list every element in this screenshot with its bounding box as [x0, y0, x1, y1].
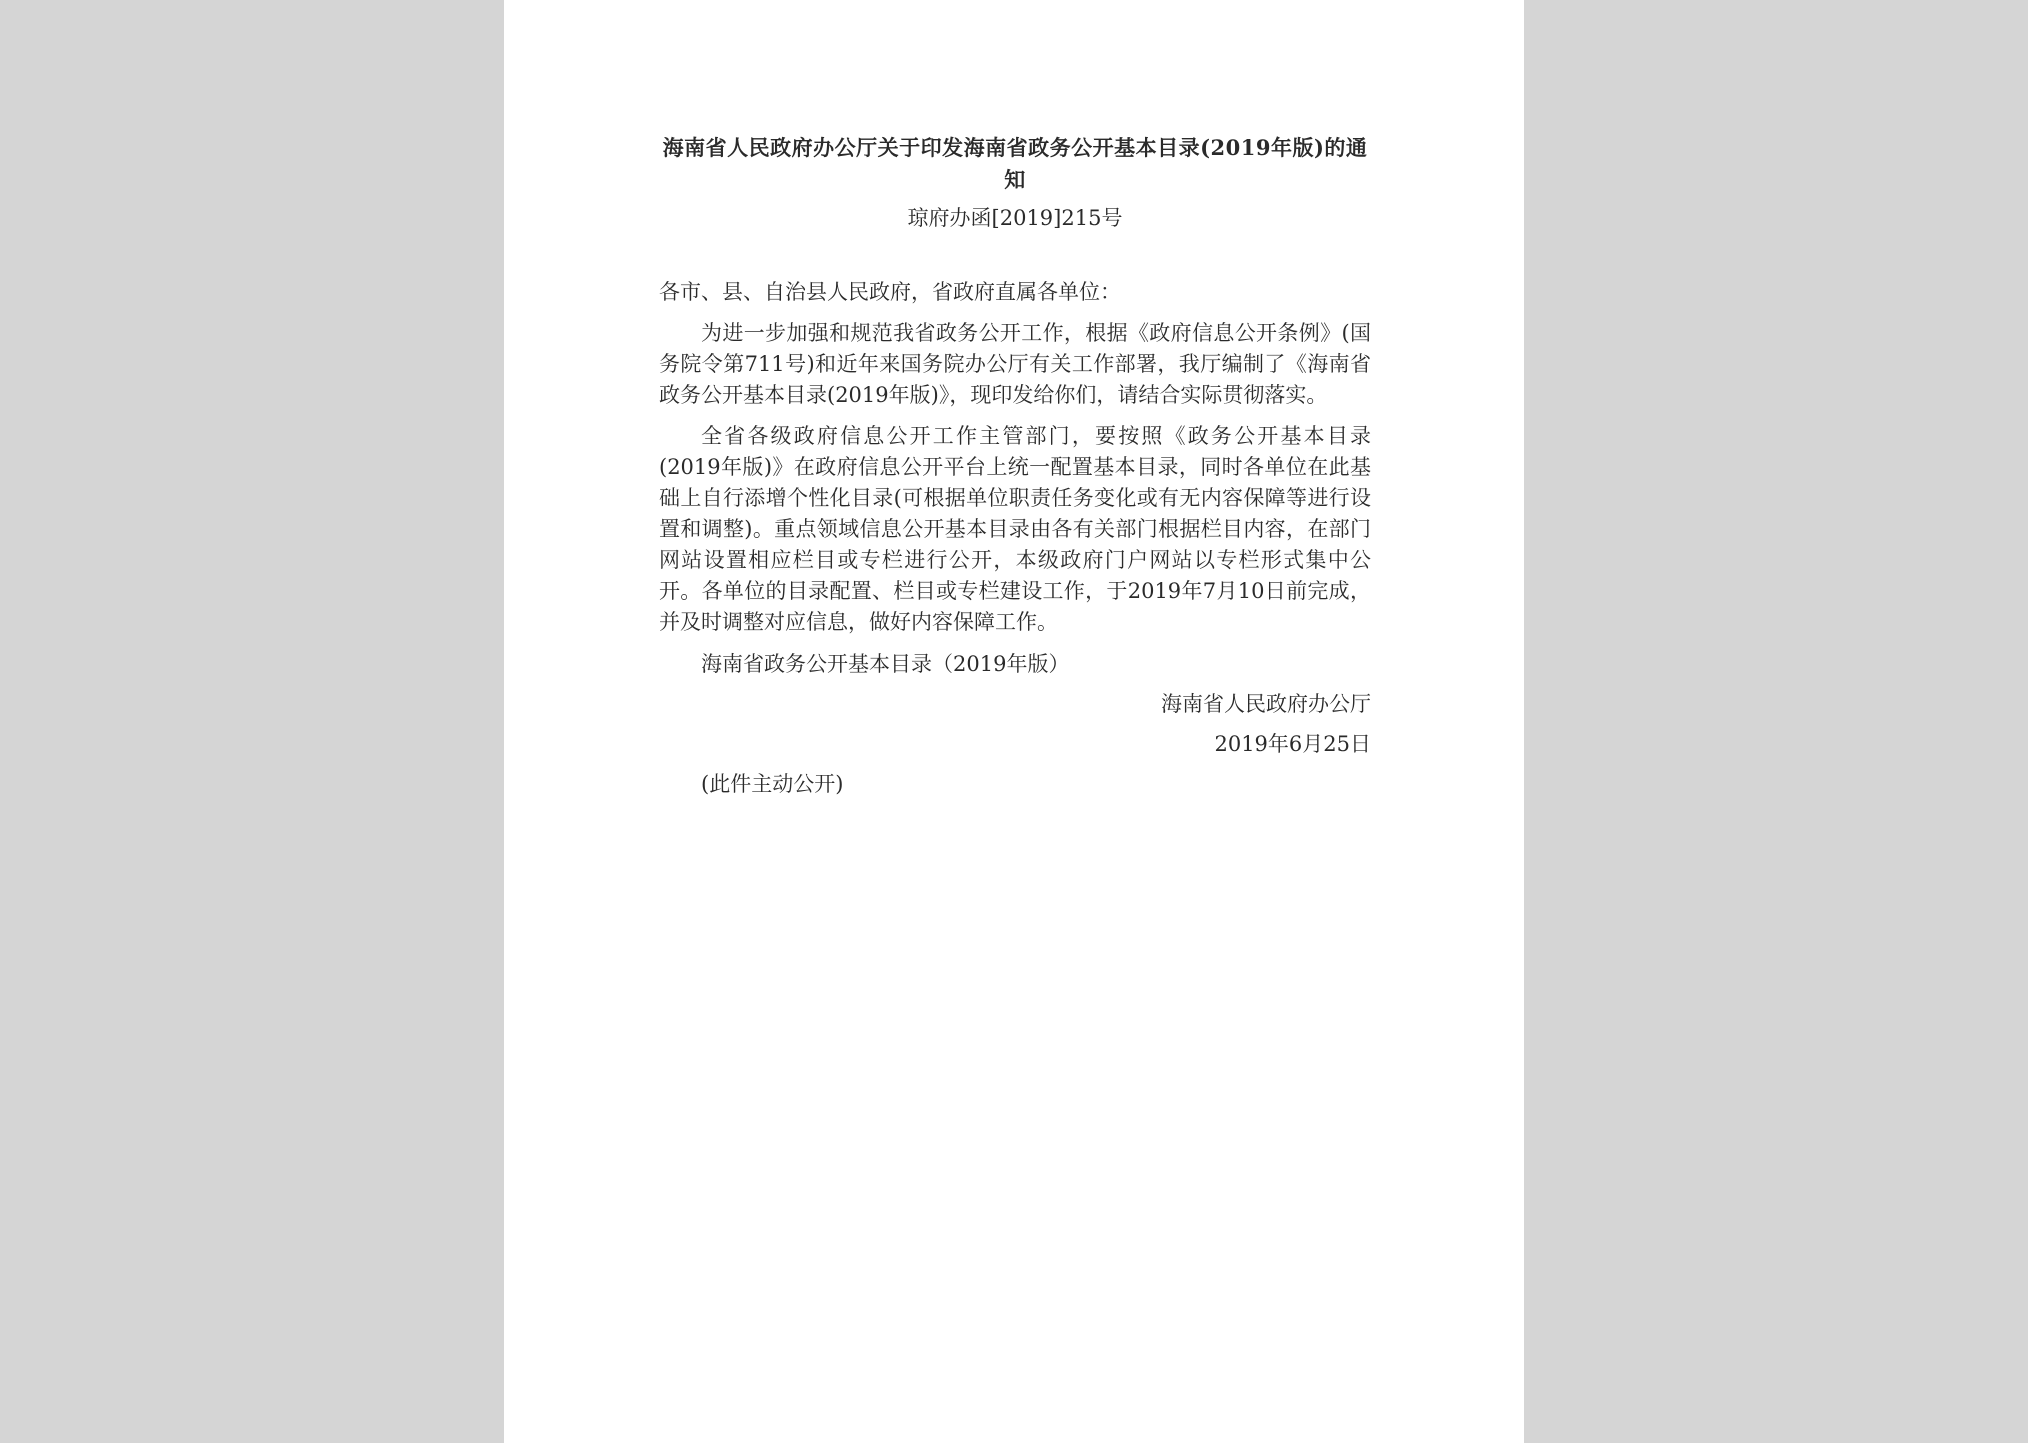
body-paragraph: 为进一步加强和规范我省政务公开工作，根据《政府信息公开条例》(国务院令第711号)和近年来国务院办公厅有关工作部署，我厅编制了《海南省政务公开基本目录(2019年版)》，现印发给你们，请结合实际贯彻落实。	[659, 321, 1371, 407]
publicity-note: (此件主动公开)	[701, 772, 844, 796]
attachment-line: 海南省政务公开基本目录（2019年版）	[701, 652, 1070, 676]
document-page	[504, 0, 1524, 1443]
issue-date: 2019年6月25日	[1214, 732, 1371, 756]
document-title: 海南省人民政府办公厅关于印发海南省政务公开基本目录(2019年版)的通知	[662, 135, 1368, 192]
body-paragraph: 全省各级政府信息公开工作主管部门，要按照《政务公开基本目录(2019年版)》在政府信息公开平台上统一配置基本目录，同时各单位在此基础上自行添增个性化目录(可根据单位职责任务变化或有无内容保障等进行设置和调整)。重点领域信息公开基本目录由各有关部门根据栏目内容，在部门网站设置相应栏目或专栏进行公开，本级政府门户网站以专栏形式集中公开。各单位的目录配置、栏目或专栏建设工作，于2019年7月10日前完成，并及时调整对应信息，做好内容保障工作。	[659, 424, 1371, 634]
signer: 海南省人民政府办公厅	[1161, 692, 1371, 716]
salutation: 各市、县、自治县人民政府，省政府直属各单位：	[659, 280, 1121, 304]
document-number: 琼府办函[2019]215号	[907, 206, 1123, 230]
document-body	[659, 132, 1371, 800]
